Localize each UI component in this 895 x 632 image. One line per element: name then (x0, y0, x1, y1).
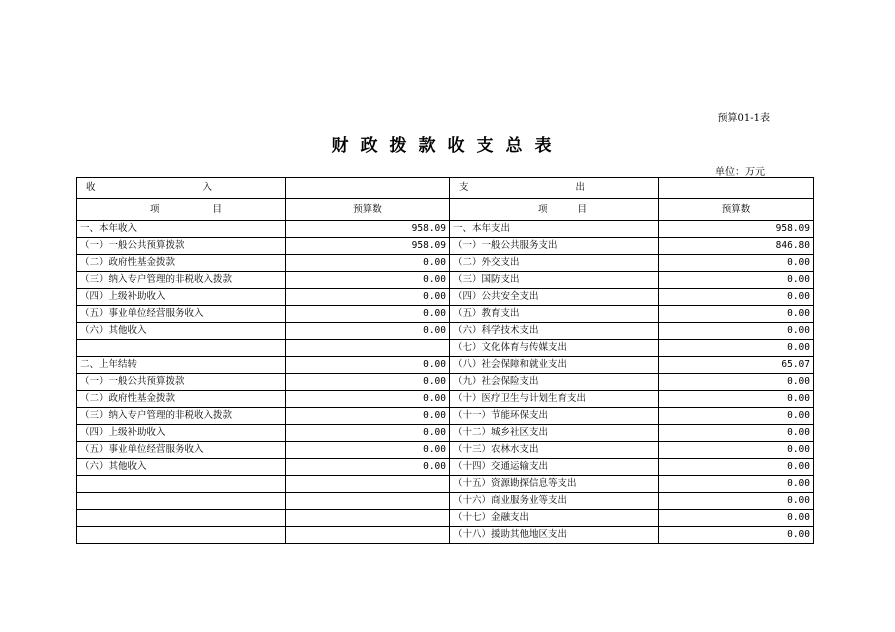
income-label-cell: （三）纳入专户管理的非税收入拨款 (77, 408, 286, 425)
income-label-cell: （二）政府性基金拨款 (77, 255, 286, 272)
expense-value-cell: 0.00 (659, 255, 814, 272)
expense-value-cell: 0.00 (659, 493, 814, 510)
income-value-cell: 0.00 (286, 289, 450, 306)
income-label-cell: 二、上年结转 (77, 357, 286, 374)
item-char-2: 目 (212, 204, 222, 215)
table-row (77, 221, 814, 238)
expense-label-cell: （十）医疗卫生与计划生育支出 (450, 391, 659, 408)
expense-label-cell: （十八）援助其他地区支出 (450, 527, 659, 544)
fiscal-summary-table (76, 177, 814, 544)
expense-label-cell: （二）外交支出 (450, 255, 659, 272)
table-row (77, 289, 814, 306)
expense-label-cell: 一、本年支出 (450, 221, 659, 238)
expense-value-cell: 0.00 (659, 391, 814, 408)
expense-label-cell: （十五）资源勘探信息等支出 (450, 476, 659, 493)
expense-label-cell: （十三）农林水支出 (450, 442, 659, 459)
income-value-cell (286, 476, 450, 493)
expense-value-cell: 0.00 (659, 272, 814, 289)
income-budget-header: 预算数 (286, 199, 450, 221)
income-label-cell: （四）上级补助收入 (77, 425, 286, 442)
table-row (77, 306, 814, 323)
expense-label-cell: （十七）金融支出 (450, 510, 659, 527)
income-value-cell: 0.00 (286, 459, 450, 476)
income-value-cell (286, 493, 450, 510)
income-value-cell (286, 527, 450, 544)
table-row (77, 408, 814, 425)
expense-value-cell: 0.00 (659, 408, 814, 425)
income-label-cell: （一）一般公共预算拨款 (77, 238, 286, 255)
expense-label-cell: （十二）城乡社区支出 (450, 425, 659, 442)
expense-label-cell: （六）科学技术支出 (450, 323, 659, 340)
income-label-cell (77, 493, 286, 510)
income-item-header (77, 199, 286, 221)
expense-value-cell: 0.00 (659, 340, 814, 357)
section-header-row (77, 178, 814, 199)
expense-value-cell: 0.00 (659, 459, 814, 476)
income-label-cell: （一）一般公共预算拨款 (77, 374, 286, 391)
expense-label-cell: （十一）节能环保支出 (450, 408, 659, 425)
income-value-cell: 0.00 (286, 306, 450, 323)
income-label-cell (77, 476, 286, 493)
table-row (77, 476, 814, 493)
expense-value-cell: 0.00 (659, 425, 814, 442)
income-value-cell: 0.00 (286, 391, 450, 408)
income-label-cell: （三）纳入专户管理的非税收入拨款 (77, 272, 286, 289)
expense-value-cell: 65.07 (659, 357, 814, 374)
unit-label: 单位：万元 (715, 167, 765, 178)
income-value-cell: 0.00 (286, 272, 450, 289)
column-header-row (77, 199, 814, 221)
income-label-cell: 一、本年收入 (77, 221, 286, 238)
table-row (77, 323, 814, 340)
income-value-cell: 0.00 (286, 442, 450, 459)
expense-value-cell: 0.00 (659, 510, 814, 527)
table-row (77, 459, 814, 476)
table-row (77, 493, 814, 510)
income-value-cell: 0.00 (286, 255, 450, 272)
item-char-1: 项 (538, 204, 548, 215)
income-label-cell: （四）上级补助收入 (77, 289, 286, 306)
income-value-cell (286, 510, 450, 527)
expense-section-header (450, 178, 659, 199)
income-value-cell: 958.09 (286, 221, 450, 238)
table-row (77, 255, 814, 272)
item-char-1: 项 (150, 204, 160, 215)
table-row (77, 374, 814, 391)
expense-value-cell: 0.00 (659, 323, 814, 340)
expense-label-cell: （八）社会保障和就业支出 (450, 357, 659, 374)
expense-label-cell: （五）教育支出 (450, 306, 659, 323)
income-value-cell: 0.00 (286, 357, 450, 374)
income-header-blank (286, 178, 450, 199)
expense-label-cell: （三）国防支出 (450, 272, 659, 289)
income-label-cell (77, 510, 286, 527)
expense-value-cell: 0.00 (659, 306, 814, 323)
expense-label-cell: （九）社会保险支出 (450, 374, 659, 391)
expense-value-cell: 0.00 (659, 374, 814, 391)
expense-value-cell: 0.00 (659, 527, 814, 544)
expense-value-cell: 846.80 (659, 238, 814, 255)
expense-item-header (450, 199, 659, 221)
expense-char-1: 支 (459, 182, 469, 193)
expense-value-cell: 0.00 (659, 442, 814, 459)
table-row (77, 527, 814, 544)
form-code: 预算01-1表 (717, 113, 770, 124)
expense-header-blank (659, 178, 814, 199)
expense-value-cell: 0.00 (659, 289, 814, 306)
income-label-cell: （六）其他收入 (77, 459, 286, 476)
income-value-cell: 0.00 (286, 425, 450, 442)
income-value-cell: 0.00 (286, 374, 450, 391)
page-title: 财政拨款收支总表 (331, 136, 564, 156)
expense-label-cell: （十六）商业服务业等支出 (450, 493, 659, 510)
income-char-2: 入 (202, 182, 212, 193)
income-label-cell (77, 527, 286, 544)
income-char-1: 收 (86, 182, 96, 193)
expense-label-cell: （十四）交通运输支出 (450, 459, 659, 476)
expense-budget-header: 预算数 (659, 199, 814, 221)
table-row (77, 442, 814, 459)
income-label-cell: （二）政府性基金拨款 (77, 391, 286, 408)
income-label-cell (77, 340, 286, 357)
expense-char-2: 出 (575, 182, 585, 193)
table-row (77, 272, 814, 289)
table-row (77, 510, 814, 527)
income-label-cell: （五）事业单位经营服务收入 (77, 306, 286, 323)
income-section-header (77, 178, 286, 199)
table-row (77, 238, 814, 255)
income-label-cell: （六）其他收入 (77, 323, 286, 340)
income-value-cell: 0.00 (286, 323, 450, 340)
table-row (77, 340, 814, 357)
income-value-cell: 0.00 (286, 408, 450, 425)
table-row (77, 425, 814, 442)
expense-value-cell: 958.09 (659, 221, 814, 238)
table-row (77, 391, 814, 408)
item-char-2: 目 (577, 204, 587, 215)
expense-label-cell: （一）一般公共服务支出 (450, 238, 659, 255)
table-body (77, 178, 814, 544)
expense-value-cell: 0.00 (659, 476, 814, 493)
table-row (77, 357, 814, 374)
expense-label-cell: （四）公共安全支出 (450, 289, 659, 306)
income-value-cell (286, 340, 450, 357)
income-label-cell: （五）事业单位经营服务收入 (77, 442, 286, 459)
expense-label-cell: （七）文化体育与传媒支出 (450, 340, 659, 357)
income-value-cell: 958.09 (286, 238, 450, 255)
